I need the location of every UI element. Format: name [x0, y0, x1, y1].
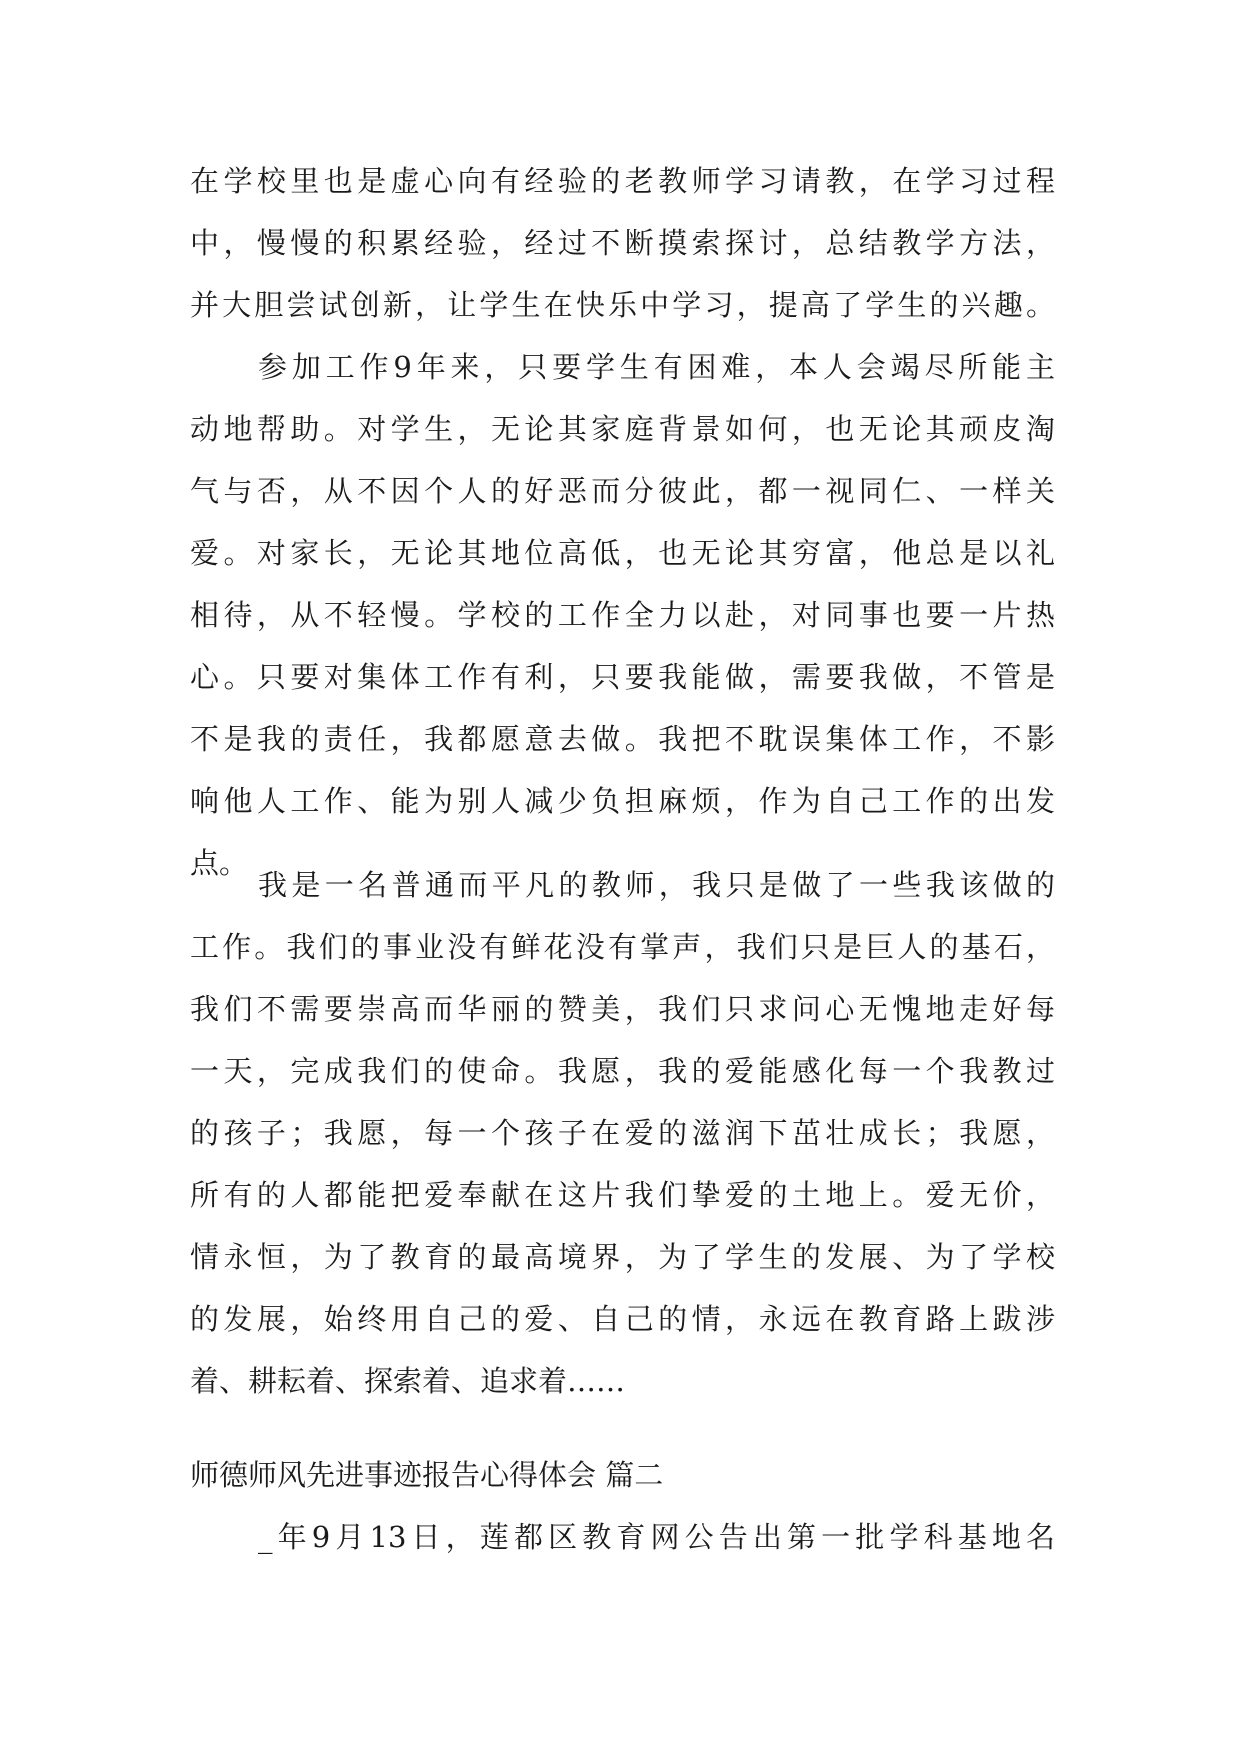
paragraph-line: 并大胆尝试创新，让学生在快乐中学习，提高了学生的兴趣。 — [190, 288, 1055, 322]
paragraph-line: 响他人工作、能为别人减少负担麻烦，作为自己工作的出发 — [190, 784, 1055, 818]
paragraph-line: 一天，完成我们的使命。我愿，我的爱能感化每一个我教过 — [190, 1054, 1055, 1088]
paragraph-line: 参加工作9年来，只要学生有困难，本人会竭尽所能主 — [258, 350, 1055, 384]
paragraph-line: 情永恒，为了教育的最高境界，为了学生的发展、为了学校 — [190, 1240, 1055, 1274]
paragraph-line: 心。只要对集体工作有利，只要我能做，需要我做，不管是 — [190, 660, 1055, 694]
paragraph-line: 工作。我们的事业没有鲜花没有掌声，我们只是巨人的基石， — [190, 930, 1055, 964]
paragraph-line: 着、耕耘着、探索着、追求着…… — [190, 1364, 626, 1398]
paragraph-line: 爱。对家长，无论其地位高低，也无论其穷富，他总是以礼 — [190, 536, 1055, 570]
paragraph-line: 的孩子；我愿，每一个孩子在爱的滋润下茁壮成长；我愿， — [190, 1116, 1055, 1150]
paragraph-line: 我是一名普通而平凡的教师，我只是做了一些我该做的 — [258, 868, 1055, 902]
paragraph-line: 不是我的责任，我都愿意去做。我把不耽误集体工作，不影 — [190, 722, 1055, 756]
paragraph-line: 在学校里也是虚心向有经验的老教师学习请教，在学习过程 — [190, 164, 1055, 198]
paragraph-line: 相待，从不轻慢。学校的工作全力以赴，对同事也要一片热 — [190, 598, 1055, 632]
paragraph-line: 气与否，从不因个人的好恶而分彼此，都一视同仁、一样关 — [190, 474, 1055, 508]
paragraph-line: _年9月13日，莲都区教育网公告出第一批学科基地名 — [258, 1520, 1055, 1554]
paragraph-line: 点。 — [190, 846, 249, 880]
paragraph-line: 我们不需要崇高而华丽的赞美，我们只求问心无愧地走好每 — [190, 992, 1055, 1026]
section-heading: 师德师风先进事迹报告心得体会 篇二 — [190, 1458, 664, 1492]
paragraph-line: 所有的人都能把爱奉献在这片我们挚爱的土地上。爱无价， — [190, 1178, 1055, 1212]
paragraph-line: 的发展，始终用自己的爱、自己的情，永远在教育路上跋涉 — [190, 1302, 1055, 1336]
paragraph-line: 中，慢慢的积累经验，经过不断摸索探讨，总结教学方法， — [190, 226, 1055, 260]
paragraph-line: 动地帮助。对学生，无论其家庭背景如何，也无论其顽皮淘 — [190, 412, 1055, 446]
